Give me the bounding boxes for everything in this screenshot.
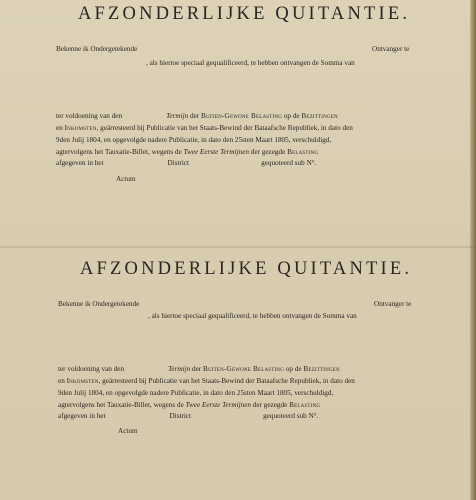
paragraph-line-5: [58, 413, 318, 420]
qualification-line: , als hiertoe speciaal gequalificeerd, te hebben ontvangen de Somma van: [148, 312, 357, 320]
district-word: District: [167, 159, 190, 167]
text-segment: , geärresteerd bij Publicatie van het Staats-Bewind der Bataafsche Republiek, in dato den: [96, 124, 353, 132]
paragraph-line-1: [56, 113, 338, 120]
text-segment: en: [58, 377, 65, 385]
paragraph-line-2: [58, 378, 355, 385]
terms-phrase: Twee Eerste Termijnen: [183, 148, 249, 156]
assets-word: Bezittingen: [303, 365, 340, 373]
text-segment: der: [191, 365, 202, 373]
text-segment: en: [56, 124, 63, 132]
fold-line: [0, 246, 476, 248]
text-segment: agtervolgens het Tauxatie-Billet, wegens de: [58, 401, 184, 409]
paragraph-line-4: [56, 149, 318, 156]
term-word: Termijn: [166, 112, 189, 120]
tax-word: Belasting: [289, 401, 321, 409]
paragraph-line-3: 9den Julij 1804, en opgevolgde nadere Publicatie, in dato den 25sten Maart 1805, verschuldigd,: [56, 136, 332, 144]
tax-name: Buiten-Gewone Belasting: [202, 365, 285, 373]
text-segment: op de: [285, 365, 302, 373]
text-segment: ter voldoening van den: [56, 112, 123, 120]
text-segment: der: [189, 112, 200, 120]
text-segment: , geärresteerd bij Publicatie van het Staats-Bewind der Bataafsche Republiek, in dato den: [98, 377, 355, 385]
terms-phrase: Twee Eerste Termijnen: [185, 401, 251, 409]
paragraph-line-5: [56, 160, 316, 167]
text-segment: afgegeven in het: [58, 412, 106, 420]
district-word: District: [169, 412, 192, 420]
term-word: Termijn: [168, 365, 191, 373]
binding-edge: [470, 0, 476, 500]
quote-number-label: gequoteerd sub N°.: [261, 159, 317, 167]
income-word: Inkomsten: [64, 124, 97, 132]
income-word: Inkomsten: [66, 377, 99, 385]
signer-label: Bekenne ik Ondergetekende: [56, 45, 138, 53]
paragraph-line-3: 9den Julij 1804, en opgevolgde nadere Publicatie, in dato den 25sten Maart 1805, verschuldigd,: [58, 389, 334, 397]
text-segment: ter voldoening van den: [58, 365, 125, 373]
assets-word: Bezittingen: [301, 112, 338, 120]
actum-label: Actum: [116, 175, 136, 183]
quote-number-label: gequoteerd sub N°.: [263, 412, 319, 420]
tax-word: Belasting: [287, 148, 319, 156]
receiver-label: Ontvanger te: [372, 45, 410, 53]
paragraph-line-4: [58, 402, 320, 409]
tax-name: Buiten-Gewone Belasting: [200, 112, 283, 120]
actum-label: Actum: [118, 427, 138, 435]
text-segment: op de: [283, 112, 300, 120]
paragraph-line-1: [58, 366, 340, 373]
receipt-title: AFZONDERLIJKE QUITANTIE.: [80, 259, 413, 279]
receipt-title: AFZONDERLIJKE QUITANTIE.: [78, 4, 411, 24]
text-segment: agtervolgens het Tauxatie-Billet, wegens de: [56, 148, 182, 156]
text-segment: der gezegde: [252, 401, 288, 409]
paragraph-line-2: [56, 125, 353, 132]
receiver-label: Ontvanger te: [374, 300, 412, 308]
qualification-line: , als hiertoe speciaal gequalificeerd, te hebben ontvangen de Somma van: [146, 59, 355, 67]
text-segment: der gezegde: [250, 148, 286, 156]
text-segment: afgegeven in het: [56, 159, 104, 167]
signer-label: Bekenne ik Ondergetekende: [58, 300, 140, 308]
